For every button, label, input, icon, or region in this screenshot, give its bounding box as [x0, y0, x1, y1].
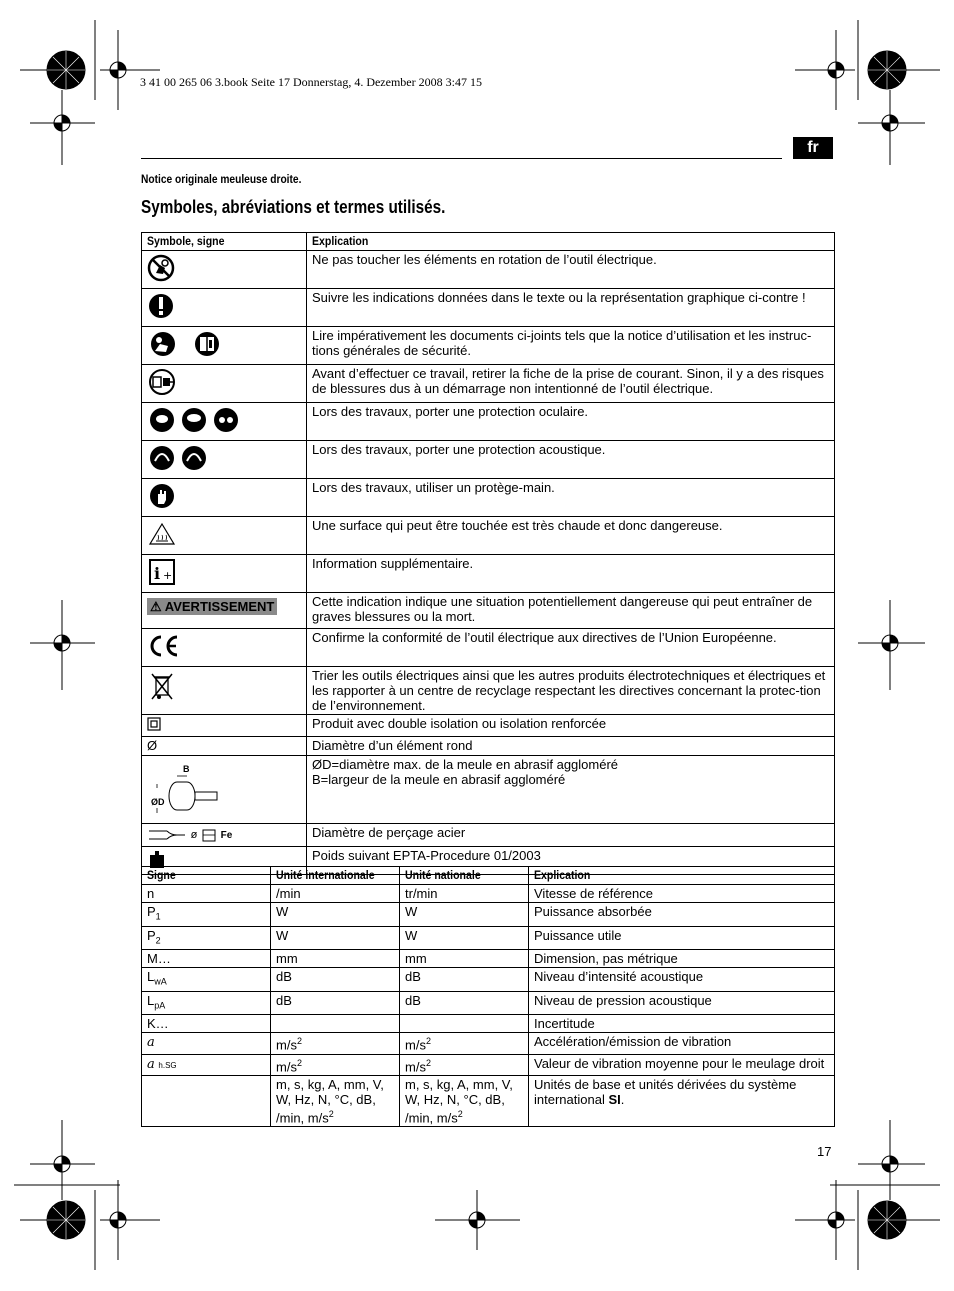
drill-diameter-symbol: ø [190, 829, 198, 841]
table-row [142, 991, 835, 1015]
grinding-wheel-diagram [147, 758, 227, 818]
table-row [142, 824, 835, 847]
natl-unit-cell: mm [400, 950, 529, 968]
table-header-row [142, 233, 835, 251]
svg-text:+: + [163, 569, 173, 582]
natl-unit-cell: W [400, 903, 529, 927]
symbol-cell [142, 327, 307, 365]
table-row [142, 403, 835, 441]
table-row [142, 950, 835, 968]
explanation-cell: Une surface qui peut être touchée est très chaude et donc dangereuse. [307, 517, 835, 555]
intl-unit-cell: /min [271, 885, 400, 903]
column-header-symbol: Symbole, signe [142, 233, 307, 251]
book-header-line: 3 41 00 265 06 3.book Seite 17 Donnerstag, 4. Dezember 2008 3:47 15 [140, 75, 482, 89]
intl-unit-cell: W [271, 926, 400, 950]
symbol-cell [142, 629, 307, 667]
header-rule [141, 158, 782, 159]
symbol-cell [142, 824, 307, 847]
column-header-explanation: Explication [307, 233, 835, 251]
natl-unit-cell: $m/s^2$ [400, 1054, 529, 1075]
intl-unit-cell: $m/s^2$ [271, 1054, 400, 1075]
intl-unit-cell: dB [271, 968, 400, 992]
symbol-cell [142, 517, 307, 555]
table-row [142, 289, 835, 327]
ear-protection-icon [147, 443, 211, 473]
section-title: Symboles, abréviations et termes utilisés. [141, 197, 446, 217]
column-header: Unité internationale [271, 867, 400, 885]
symbols-table [141, 232, 835, 875]
sign-cell: $P_2$ [142, 926, 271, 950]
symbol-cell [142, 555, 307, 593]
explanation-cell: Puissance utile [529, 926, 835, 950]
explanation-cell: Produit avec double isolation ou isolation renforcée [307, 715, 835, 737]
explanation-line: B=largeur de la meule en abrasif aggloméré [312, 772, 566, 787]
explanation-cell: Suivre les indications données dans le texte ou la représentation graphique ci-contre ! [307, 289, 835, 327]
eye-protection-icon [147, 405, 242, 435]
table-row [142, 737, 835, 756]
explanation-cell: Cette indication indique une situation potentiellement dangereuse qui peut entraîner de graves blessures ou la mort. [307, 593, 835, 629]
intl-unit-cell: m, s, kg, A, mm, V, W, Hz, N, °C, dB, /min, $m/s^2$ [271, 1076, 400, 1127]
sign-cell: n [142, 885, 271, 903]
explanation-cell: Puissance absorbée [529, 903, 835, 927]
column-header: Signe [142, 867, 271, 885]
symbol-cell [142, 737, 307, 756]
glove-icon [147, 481, 177, 511]
table-row [142, 1054, 835, 1075]
intl-unit-cell [271, 1015, 400, 1033]
info-icon [147, 557, 177, 587]
explanation-cell: Information supplémentaire. [307, 555, 835, 593]
label-diameter: ØD [151, 797, 165, 807]
natl-unit-cell [400, 1015, 529, 1033]
natl-unit-cell: dB [400, 968, 529, 992]
explanation-cell: Diamètre d’un élément rond [307, 737, 835, 756]
table-row [142, 555, 835, 593]
symbol-cell [142, 251, 307, 289]
sign-cell [142, 1076, 271, 1127]
table-row [142, 251, 835, 289]
explanation-cell: Poids suivant EPTA-Procedure 01/2003 [307, 847, 835, 875]
explanation-cell: Unités de base et unités dérivées du système international SI. [529, 1076, 835, 1127]
sign-cell: a h.SG [142, 1054, 271, 1075]
double-insulation-icon [147, 717, 163, 731]
symbol-cell [142, 756, 307, 824]
exclamation-icon [147, 291, 175, 321]
table-header-row [142, 867, 835, 885]
ce-mark-icon [147, 631, 181, 661]
svg-text:i: i [154, 564, 161, 583]
table-row [142, 926, 835, 950]
language-badge: fr [793, 137, 833, 159]
explanation-line: ØD=diamètre max. de la meule en abrasif aggloméré [312, 757, 619, 772]
sign-cell: $P_1$ [142, 903, 271, 927]
column-header: Unité nationale [400, 867, 529, 885]
label-fe: Fe [220, 830, 233, 841]
natl-unit-cell: dB [400, 991, 529, 1015]
table-row [142, 1033, 835, 1054]
explanation-cell: Niveau de pression acoustique [529, 991, 835, 1015]
table-row [142, 517, 835, 555]
symbol-cell [142, 403, 307, 441]
intl-unit-cell: $m/s^2$ [271, 1033, 400, 1054]
symbol-cell [142, 715, 307, 737]
natl-unit-cell: tr/min [400, 885, 529, 903]
hot-surface-icon [147, 519, 177, 549]
table-row [142, 667, 835, 715]
explanation-cell: Avant d’effectuer ce travail, retirer la fiche de la prise de courant. Sinon, il y a des risques de blessures dus à un démarrage non intentionné de l’outil électrique. [307, 365, 835, 403]
explanation-cell: Valeur de vibration moyenne pour le meulage droit [529, 1054, 835, 1075]
table-row [142, 629, 835, 667]
explanation-cell: Lors des travaux, porter une protection acoustique. [307, 441, 835, 479]
natl-unit-cell: m, s, kg, A, mm, V, W, Hz, N, °C, dB, /min, $m/s^2$ [400, 1076, 529, 1127]
explanation-cell: Incertitude [529, 1015, 835, 1033]
intl-unit-cell: dB [271, 991, 400, 1015]
explanation-cell: Lors des travaux, utiliser un protège-main. [307, 479, 835, 517]
explanation-cell: Diamètre de perçage acier [307, 824, 835, 847]
explanation-cell: Accélération/émission de vibration [529, 1033, 835, 1054]
table-row [142, 885, 835, 903]
symbol-cell [142, 365, 307, 403]
symbol-cell [142, 593, 307, 629]
symbol-cell [142, 441, 307, 479]
explanation-cell [307, 756, 835, 824]
table-row [142, 441, 835, 479]
diameter-symbol: Ø [147, 738, 158, 753]
table-row [142, 756, 835, 824]
sign-cell: $L_{pA}$ [142, 991, 271, 1015]
explanation-cell: Trier les outils électriques ainsi que les autres produits électrotechniques et électriques et les rapporter à un centre de recyclage respectant les directives concernant la protec-tion de l’environnement. [307, 667, 835, 715]
table-row [142, 968, 835, 992]
explanation-cell: Dimension, pas métrique [529, 950, 835, 968]
label-b: B [183, 764, 190, 774]
table-row [142, 365, 835, 403]
table-row [142, 327, 835, 365]
read-manual-icon [147, 329, 223, 359]
steel-block-icon [201, 828, 217, 842]
page-number: 17 [817, 1144, 832, 1159]
no-touch-rotating-icon [147, 253, 175, 283]
units-table [141, 866, 835, 1127]
intl-unit-cell: W [271, 903, 400, 927]
explanation-cell: Niveau d’intensité acoustique [529, 968, 835, 992]
column-header: Explication [529, 867, 835, 885]
warning-triangle-icon: ⚠ [150, 599, 162, 614]
warning-badge-label: AVERTISSEMENT [164, 599, 275, 614]
symbol-cell [142, 479, 307, 517]
table-row [142, 903, 835, 927]
sign-cell: K… [142, 1015, 271, 1033]
explanation-cell: Lors des travaux, porter une protection oculaire. [307, 403, 835, 441]
natl-unit-cell: $m/s^2$ [400, 1033, 529, 1054]
table-row [142, 715, 835, 737]
intl-unit-cell: mm [271, 950, 400, 968]
symbol-cell [142, 289, 307, 327]
table-row [142, 479, 835, 517]
sign-cell: M… [142, 950, 271, 968]
document-subtitle: Notice originale meuleuse droite. [141, 172, 302, 186]
table-row [142, 1015, 835, 1033]
explanation-cell: Vitesse de référence [529, 885, 835, 903]
warning-badge [147, 598, 277, 615]
table-row [142, 1076, 835, 1127]
drill-bit-icon [147, 828, 187, 842]
explanation-cell: Confirme la conformité de l’outil électrique aux directives de l’Union Européenne. [307, 629, 835, 667]
explanation-cell: Ne pas toucher les éléments en rotation de l’outil électrique. [307, 251, 835, 289]
natl-unit-cell: W [400, 926, 529, 950]
unplug-icon [147, 367, 177, 397]
symbol-cell [142, 667, 307, 715]
weee-bin-icon [147, 669, 177, 703]
sign-cell: a [142, 1033, 271, 1054]
explanation-cell: Lire impérativement les documents ci-joints tels que la notice d’utilisation et les instruc-tions générales de sécurité. [307, 327, 835, 365]
sign-cell: $L_{wA}$ [142, 968, 271, 992]
table-row [142, 593, 835, 629]
